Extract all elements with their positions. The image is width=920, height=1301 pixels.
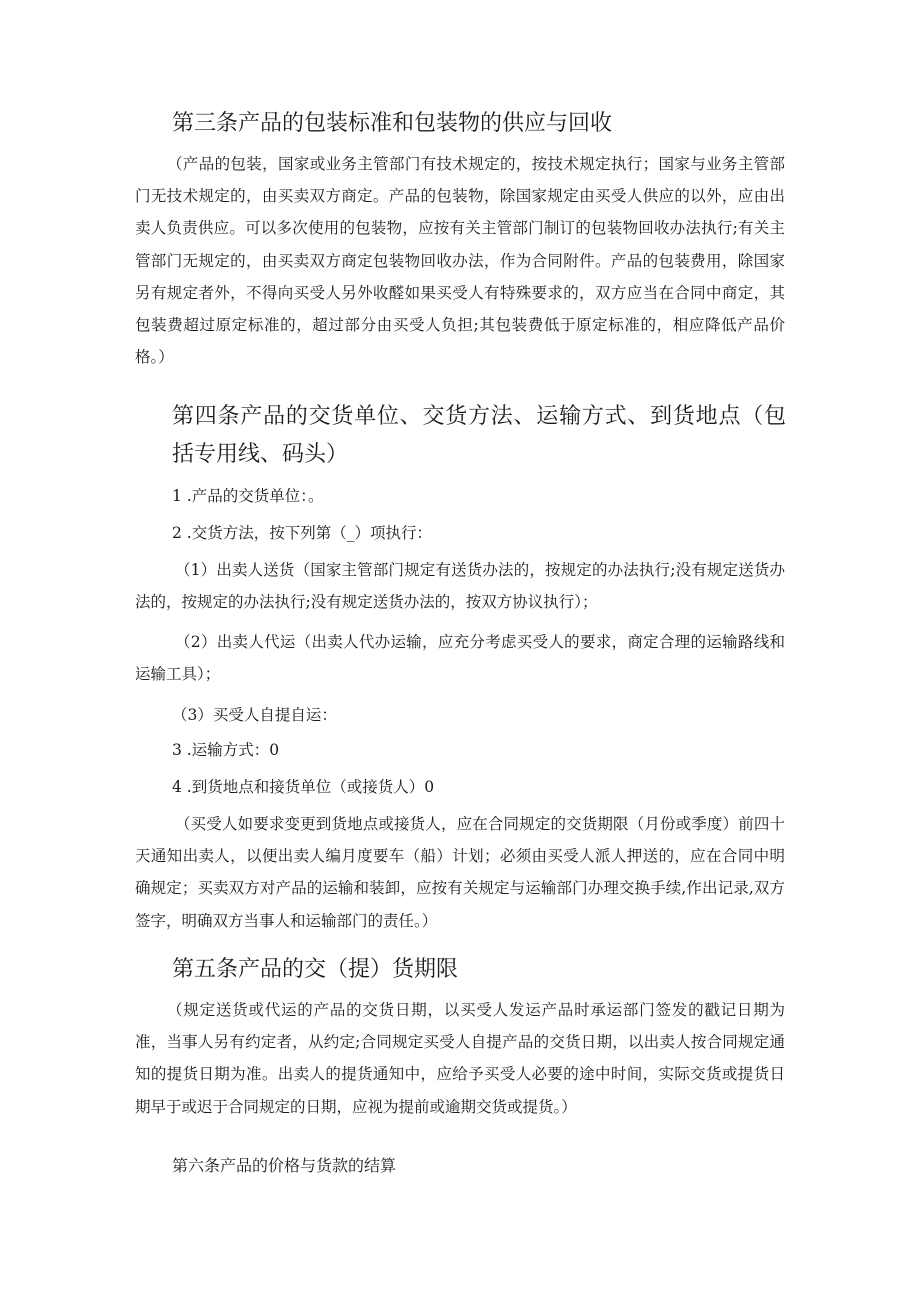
- article-4-item-2: 2 .交货方法，按下列第（_）项执行：: [172, 524, 432, 542]
- article-3-body: （产品的包装，国家或业务主管部门有技术规定的，按技术规定执行；国家与业务主管部门无技术规定的，由买卖双方商定。产品的包装物，除国家规定由买受人供应的以外，应由出卖人负责供应。可以多次使用的包装物，应按有关主管部门制订的包装物回收办法执行;有关主管部门无规定的，由买卖双方商定包装物回收办法，作为合同附件。产品的包装费用，除国家另有规定者外，不得向买受人另外收醛如果买受人有特殊要求的，双方应当在合同中商定，其包装费超过原定标准的，超过部分由买受人负担;其包装费低于原定标准的，相应降低产品价格。）: [135, 155, 785, 367]
- article-3-title: 第三条产品的包装标准和包装物的供应与回收: [172, 111, 613, 136]
- article-5-body: （规定送货或代运的产品的交货日期，以买受人发运产品时承运部门签发的戳记日期为准，当事人另有约定者，从约定;合同规定买受人自提产品的交货日期，以出卖人按合同规定通知的提货日期为准。出卖人的提货通知中，应给予买受人必要的途中时间，实际交货或提货日期早于或迟于合同规定的日期，应视为提前或逾期交货或提货。）: [135, 1001, 785, 1116]
- article-5-title: 第五条产品的交（提）货期限: [172, 957, 459, 982]
- article-6-title: 第六条产品的价格与货款的结算: [172, 1156, 397, 1175]
- article-4-option-2: （2）出卖人代运（出卖人代办运输，应充分考虑买受人的要求，商定合理的运输路线和运输工具）；: [135, 633, 785, 684]
- article-4-note: （买受人如要求变更到货地点或接货人，应在合同规定的交货期限（月份或季度）前四十天通知出卖人，以便出卖人编月度要车（船）计划；必须由买受人派人押送的，应在合同中明确规定；买卖双方对产品的运输和装卸，应按有关规定与运输部门办理交换手续,作出记录,双方签字，明确双方当事人和运输部门的责任。）: [135, 815, 785, 930]
- article-4-option-3: （3）买受人自提自运：: [172, 706, 337, 724]
- article-4-option-1: （1）出卖人送货（国家主管部门规定有送货办法的，按规定的办法执行;没有规定送货办法的，按规定的办法执行;没有规定送货办法的，按双方协议执行）；: [135, 561, 785, 612]
- article-4-item-3: 3 .运输方式：0: [172, 741, 280, 759]
- article-4-item-1: 1 .产品的交货单位：。: [172, 487, 324, 505]
- article-4-title: 第四条产品的交货单位、交货方法、运输方式、到货地点（包括专用线、码头）: [172, 404, 786, 467]
- article-4-item-4: 4 .到货地点和接货单位（或接货人）0: [172, 778, 435, 796]
